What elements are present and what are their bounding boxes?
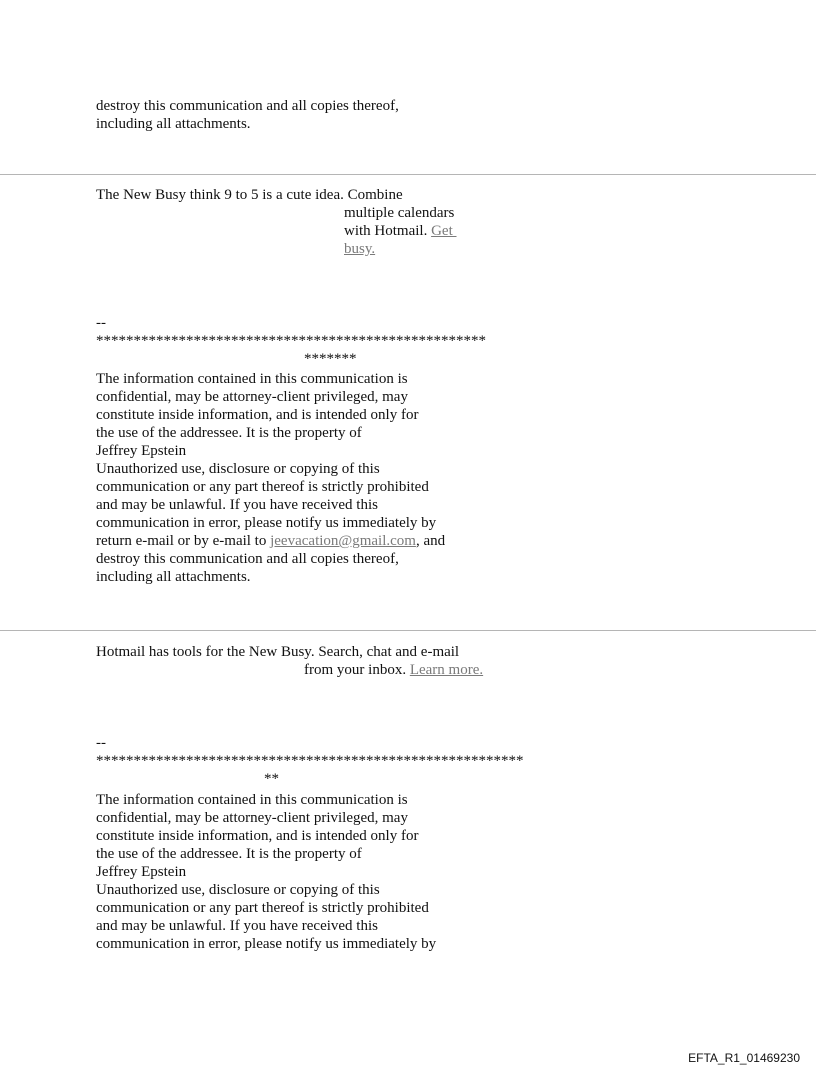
promo-text: from your inbox. [304,662,410,678]
get-busy-link-cont[interactable]: busy. [344,241,376,257]
signature-dashes: -- [96,315,106,331]
asterisk-rule-cont: ******* [304,351,357,367]
disclaimer-line: constitute inside information, and is intended only for [96,828,419,844]
promo-line: The New Busy think 9 to 5 is a cute idea. Combine [96,187,403,203]
disclaimer-line: destroy this communication and all copies thereof, [96,551,399,567]
disclaimer-line: confidential, may be attorney-client privileged, may [96,810,408,826]
disclaimer-text: , and [415,533,446,549]
separator-rule [0,630,816,631]
disclaimer-line: Unauthorized use, disclosure or copying of this [96,461,380,477]
disclaimer-line: the use of the addressee. It is the property of [96,846,362,862]
disclaimer-line: communication in error, please notify us immediately by [96,936,437,952]
disclaimer-line: Jeffrey Epstein [96,864,187,880]
body-line: destroy this communication and all copies thereof, [96,98,399,114]
disclaimer-line: communication in error, please notify us immediately by [96,515,437,531]
disclaimer-line: The information contained in this communication is [96,371,408,387]
promo-text: with Hotmail. [344,223,432,239]
disclaimer-line: the use of the addressee. It is the property of [96,425,362,441]
disclaimer-line: confidential, may be attorney-client privileged, may [96,389,408,405]
asterisk-rule-cont: ** [264,771,279,787]
promo-line [304,661,483,679]
disclaimer-line: communication or any part thereof is strictly prohibited [96,900,429,916]
signature-dashes: -- [96,735,106,751]
disclaimer-line: communication or any part thereof is strictly prohibited [96,479,429,495]
body-line: including all attachments. [96,116,251,132]
promo-line [344,240,375,258]
get-busy-link[interactable]: Get [431,223,457,239]
promo-line [344,222,457,240]
disclaimer-line: The information contained in this communication is [96,792,408,808]
promo-line: Hotmail has tools for the New Busy. Search, chat and e-mail [96,644,460,660]
asterisk-rule: **************************************************** [96,333,486,349]
email-link[interactable]: jeevacation@gmail.com [270,533,416,549]
disclaimer-line: Unauthorized use, disclosure or copying of this [96,882,380,898]
separator-rule [0,174,816,175]
disclaimer-line: including all attachments. [96,569,251,585]
disclaimer-line: and may be unlawful. If you have received this [96,918,378,934]
document-id: EFTA_R1_01469230 [688,1051,800,1065]
disclaimer-line: and may be unlawful. If you have received this [96,497,378,513]
disclaimer-text: return e-mail or by e-mail to [96,533,271,549]
promo-line: multiple calendars [344,205,455,221]
asterisk-rule: ********************************************************* [96,753,524,769]
disclaimer-line [96,532,445,550]
disclaimer-line: constitute inside information, and is intended only for [96,407,419,423]
learn-more-link[interactable]: Learn more. [409,662,484,678]
disclaimer-line: Jeffrey Epstein [96,443,187,459]
